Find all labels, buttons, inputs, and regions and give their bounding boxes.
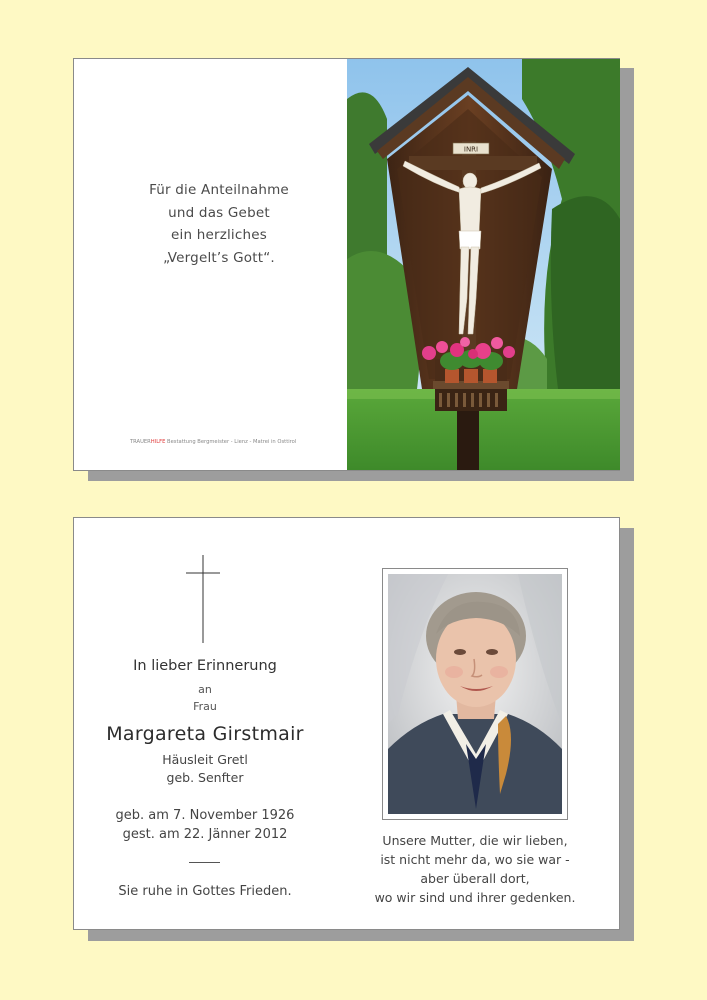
thanks-card	[73, 58, 620, 471]
poem	[362, 831, 588, 907]
thanks-line: „Vergelt’s Gott“.	[163, 249, 275, 266]
memorial-an: an	[198, 683, 212, 696]
memorial-card	[73, 517, 620, 930]
thanks-line: Für die Anteilnahme	[149, 182, 289, 198]
birth-date: geb. am 7. November 1926	[115, 808, 295, 823]
imprint	[130, 439, 296, 445]
portrait-frame	[382, 568, 568, 820]
thanks-line: und das Gebet	[168, 204, 270, 221]
deceased-alias: Häusleit Gretl	[162, 752, 248, 767]
divider	[189, 862, 220, 863]
imprint-brand-b: HILFE	[150, 439, 166, 445]
death-date: gest. am 22. Jänner 2012	[122, 827, 288, 842]
thanks-text	[114, 179, 324, 269]
thanks-line: ein herzliches	[170, 227, 268, 243]
inri-sign: INRI	[463, 145, 479, 154]
life-dates	[74, 806, 336, 844]
deceased-maiden-name: geb. Senfter	[166, 770, 244, 785]
closing-line: Sie ruhe in Gottes Frieden.	[118, 884, 292, 899]
imprint-text: Bestattung Bergmeister - Lienz - Matrei in Osttirol	[167, 439, 297, 445]
deceased-name: Margareta Girstmair	[106, 723, 304, 745]
cross-icon	[186, 555, 220, 643]
memorial-frau: Frau	[193, 700, 217, 713]
portrait-photo	[388, 574, 562, 814]
memorial-heading: In lieber Erinnerung	[133, 658, 277, 674]
poem-line: Unsere Mutter, die wir lieben,	[382, 833, 568, 848]
imprint-brand-a: TRAUER	[130, 439, 151, 445]
poem-line: wo wir sind und ihrer gedenken.	[374, 890, 576, 905]
poem-line: aber überall dort,	[420, 871, 530, 886]
crucifix-photo	[347, 59, 620, 470]
poem-line: ist nicht mehr da, wo sie war -	[380, 852, 570, 867]
